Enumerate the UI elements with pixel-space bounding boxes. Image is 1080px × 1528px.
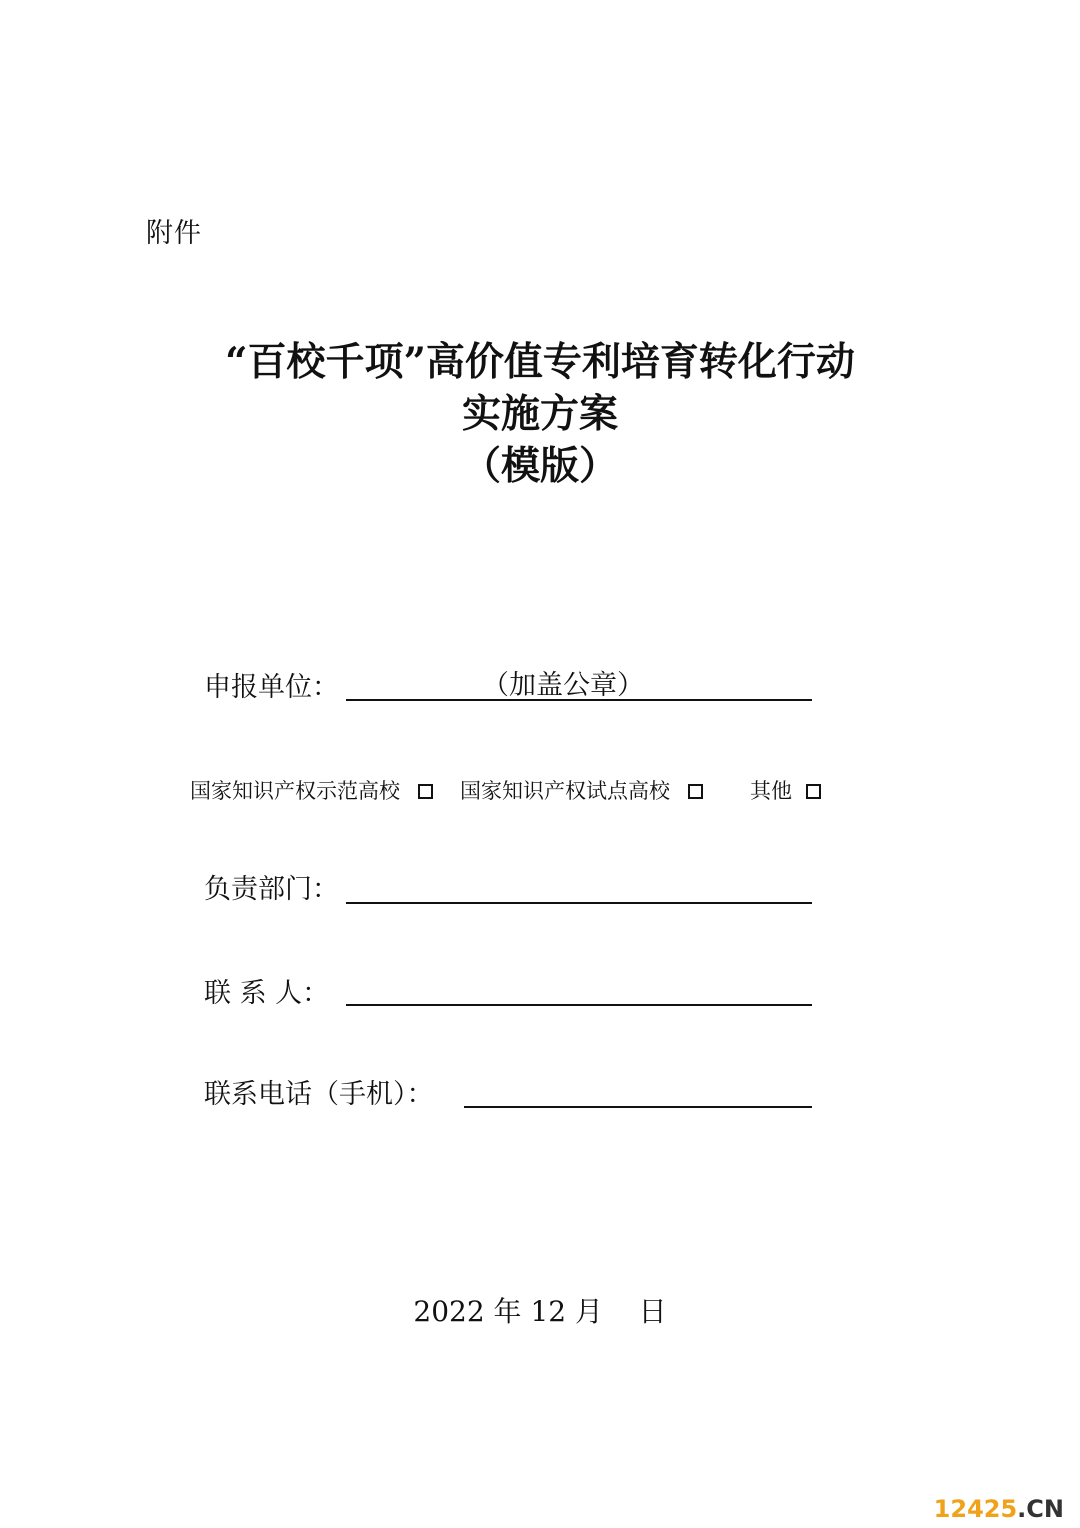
contact-person-label: 联 系 人： <box>204 978 330 1009</box>
site-watermark <box>934 1494 1064 1524</box>
department-label: 负责部门： <box>204 874 339 905</box>
contact-phone-input-line[interactable] <box>464 1106 812 1108</box>
option-label-pilot-school: 国家知识产权试点高校 <box>460 779 670 803</box>
document-title <box>0 336 1080 492</box>
title-line-1: “百校千项”高价值专利培育转化行动 <box>225 339 855 385</box>
watermark-number: 12425 <box>933 1495 1018 1523</box>
contact-person-input-line[interactable] <box>346 1004 812 1006</box>
attachment-label: 附件 <box>146 218 202 249</box>
applicant-unit-label: 申报单位： <box>204 672 339 703</box>
title-line-2: 实施方案 <box>461 391 618 437</box>
watermark-suffix: .CN <box>1017 1495 1064 1523</box>
option-label-demo-school: 国家知识产权示范高校 <box>190 779 400 803</box>
seal-hint: （加盖公章） <box>482 670 644 701</box>
option-checkbox-other[interactable] <box>806 784 821 799</box>
option-checkbox-demo-school[interactable] <box>418 784 433 799</box>
document-date: 2022 年 12 月 日 <box>413 1295 667 1328</box>
option-label-other: 其他 <box>750 779 792 803</box>
contact-phone-label: 联系电话（手机）： <box>204 1079 434 1110</box>
title-line-3: （模版） <box>461 443 618 489</box>
department-input-line[interactable] <box>346 902 812 904</box>
option-checkbox-pilot-school[interactable] <box>688 784 703 799</box>
